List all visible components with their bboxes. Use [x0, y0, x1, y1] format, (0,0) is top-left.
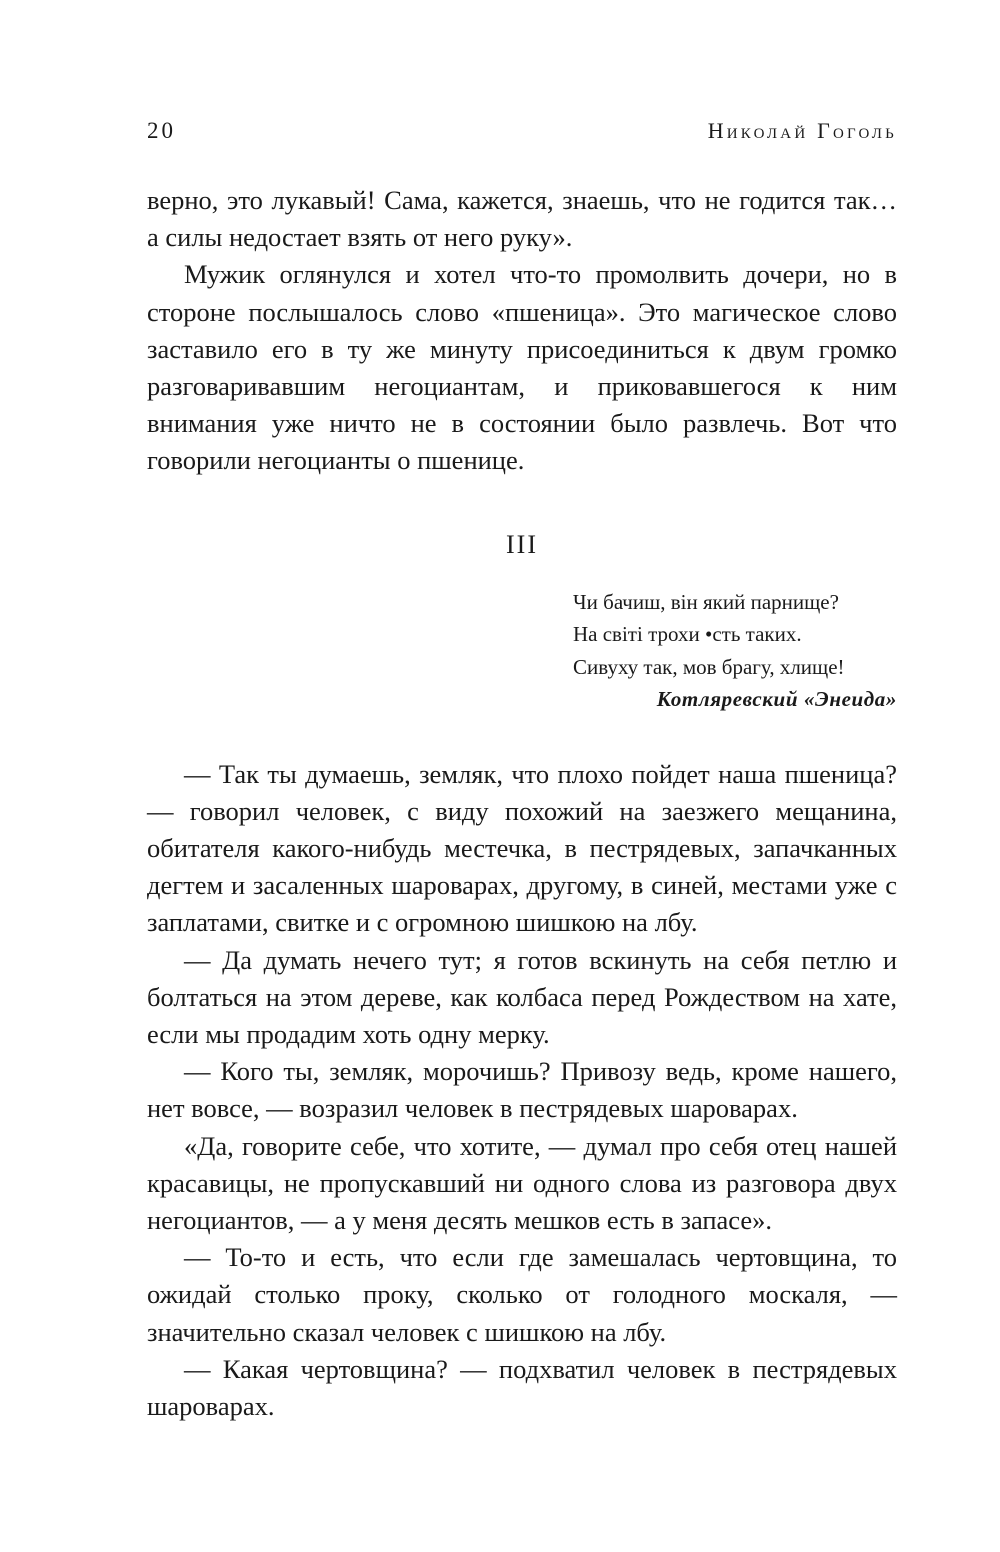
epigraph-line: На світі трохи •сть таких. [573, 622, 802, 647]
book-page [147, 118, 897, 1425]
paragraph-continued: верно, это лукавый! Сама, кажется, знаешь, что не годится так… а силы недостает взять от него руку». [147, 185, 897, 253]
running-head [147, 118, 897, 154]
paragraph: — То-то и есть, что если где замешалась чертовщина, то ожидай столько проку, сколько от голодного москаля, — значительно сказал человек с шишкою на лбу. [147, 1242, 897, 1347]
epigraph-line: Сивуху так, мов брагу, хлище! [573, 654, 845, 679]
paragraph: «Да, говорите себе, что хотите, — думал про себя отец нашей красавицы, не пропускавший ни одного слова из разговора двух негоциантов, — а у меня десять мешков есть в запасе». [147, 1130, 897, 1236]
paragraph: — Так ты думаешь, земляк, что плохо пойдет наша пшеница? — говорил человек, с виду похожий на заезжего мещанина, обитателя какого-нибудь местечка, в пестрядевых, запачканных дегтем и засаленных шароварах, другому, в синей, местами уже с заплатами, свитке и с огромною шишкою на лбу. [147, 758, 897, 938]
paragraph: — Какая чертовщина? — подхватил человек в пестрядевых шароварах. [147, 1353, 897, 1422]
paragraph: Мужик оглянулся и хотел что-то промолвить дочери, но в стороне послышалось слово «пшеница». Это магическое слово заставило его в ту же минуту присоединиться к двум громко разговаривавшим негоциантам, и приковавшегося к ним внимания уже ничто не в состоянии было развлечь. Вот что говорили негоцианты о пшенице. [147, 259, 897, 476]
chapter-number: III [506, 529, 538, 559]
epigraph-line: Чи бачиш, він який парнище? [573, 589, 839, 614]
section-spacer [147, 716, 897, 756]
body-text-dialogue [147, 756, 897, 1426]
paragraph: — Кого ты, земляк, морочишь? Привозу ведь, кроме нашего, нет вовсе, — возразил человек в пестрядевых шароварах. [147, 1056, 897, 1124]
body-text [147, 182, 897, 480]
epigraph [573, 586, 897, 716]
paragraph: — Да думать нечего тут; я готов вскинуть на себя петлю и болтаться на этом дереве, как колбаса перед Рождеством на хате, если мы продадим хоть одну мерку. [147, 944, 897, 1050]
epigraph-source: Котляревский «Энеида» [656, 687, 897, 712]
page-number: 20 [147, 118, 176, 143]
running-head-author: Николай Гоголь [707, 118, 897, 143]
